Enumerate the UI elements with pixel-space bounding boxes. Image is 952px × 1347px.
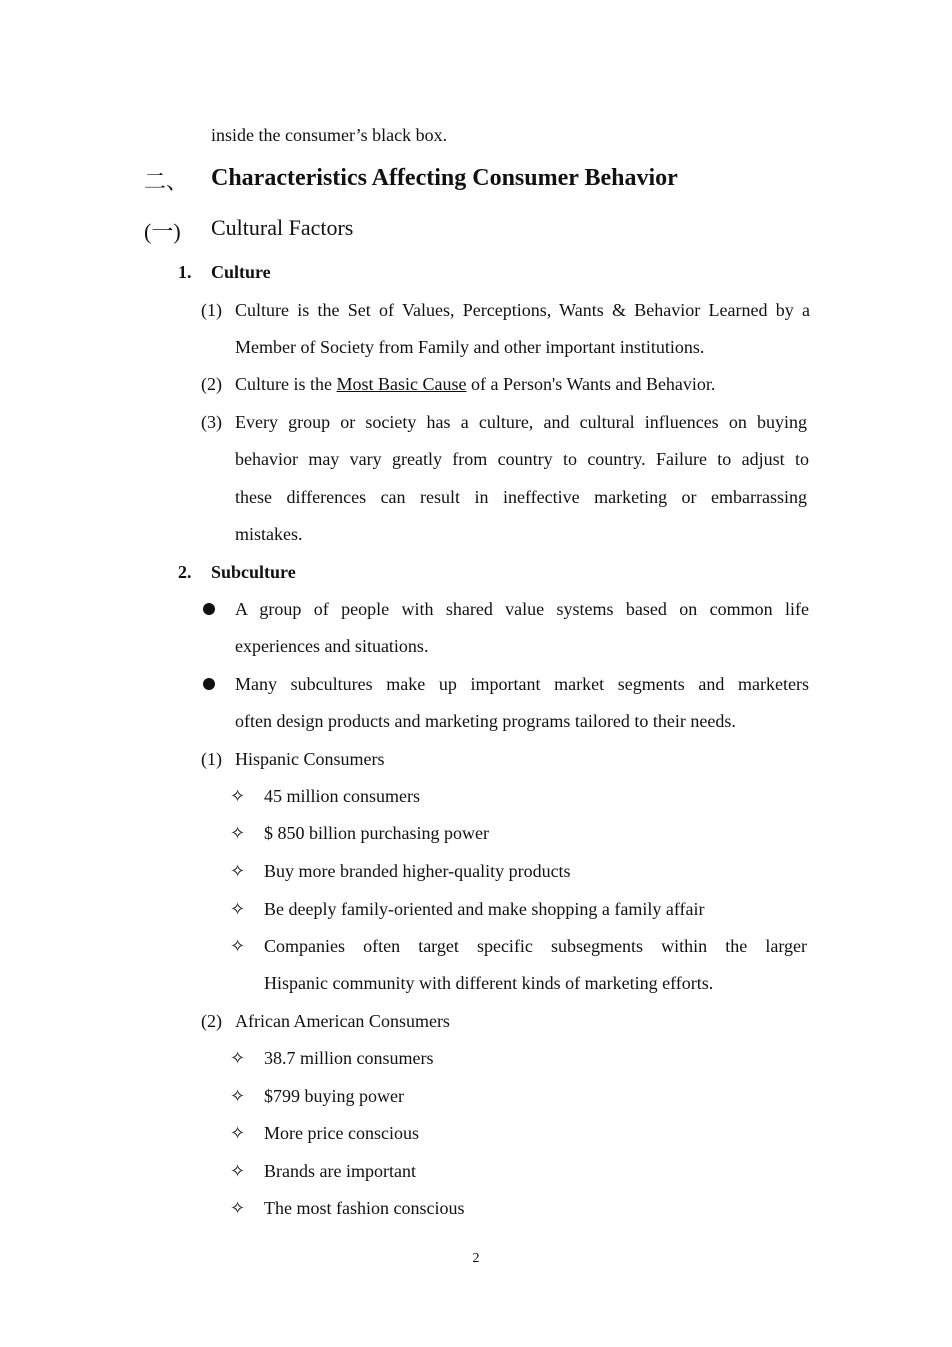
subculture-heading: Subculture [211,562,296,582]
continuation-text: inside the consumer’s black box. [211,125,448,145]
subculture-bullet-2-line-1: Many subcultures make up important market segments and marketers [235,674,809,694]
four-pointed-star-icon: ✧ [230,823,246,844]
hispanic-point-4: Be deeply family-oriented and make shopping a family affair [264,899,705,919]
four-pointed-star-icon: ✧ [230,936,246,957]
culture-item-3-line-3: these differences can result in ineffective marketing or embarrassing [235,487,807,507]
culture-item-2-underlined: Most Basic Cause [336,374,467,394]
subsection-title: Cultural Factors [211,215,354,240]
hispanic-number: (1) [201,749,222,769]
subculture-bullet-2-line-2: often design products and marketing programs tailored to their needs. [235,711,736,731]
african-american-number: (2) [201,1011,222,1031]
hispanic-point-5-line-1: Companies often target specific subsegments within the larger [264,936,807,956]
page-number: 2 [472,1251,480,1266]
four-pointed-star-icon: ✧ [230,899,246,920]
african-american-point-5: The most fashion conscious [264,1198,465,1218]
culture-item-3-number: (3) [201,412,222,432]
culture-item-2-text [235,366,715,403]
four-pointed-star-icon: ✧ [230,786,246,807]
subsection-number: (一) [144,219,181,244]
filled-circle-bullet-icon [203,678,215,690]
subculture-bullet-1-line-2: experiences and situations. [235,636,429,656]
african-american-point-1: 38.7 million consumers [264,1048,434,1068]
culture-item-3-line-4: mistakes. [235,524,303,544]
african-american-point-4: Brands are important [264,1161,416,1181]
hispanic-point-3: Buy more branded higher-quality products [264,861,571,881]
culture-item-1-line-2: Member of Society from Family and other important institutions. [235,337,705,357]
culture-item-2-before: Culture is the [235,374,337,394]
filled-circle-bullet-icon [203,603,215,615]
subculture-number: 2. [178,562,192,582]
culture-item-3-line-2: behavior may vary greatly from country to country. Failure to adjust to [235,449,809,469]
culture-item-1-number: (1) [201,300,222,320]
african-american-point-2: $799 buying power [264,1086,404,1106]
culture-number: 1. [178,262,192,282]
culture-item-2-number: (2) [201,374,222,394]
four-pointed-star-icon: ✧ [230,1123,246,1144]
subculture-bullet-1-line-1: A group of people with shared value systems based on common life [235,599,809,619]
hispanic-title: Hispanic Consumers [235,749,385,769]
african-american-title: African American Consumers [235,1011,450,1031]
culture-item-2-after: of a Person's Wants and Behavior. [466,374,716,394]
culture-item-3-line-1: Every group or society has a culture, and cultural influences on buying [235,412,807,432]
four-pointed-star-icon: ✧ [230,1198,246,1219]
hispanic-point-2: $ 850 billion purchasing power [264,823,489,843]
african-american-point-3: More price conscious [264,1123,419,1143]
four-pointed-star-icon: ✧ [230,1086,246,1107]
hispanic-point-5-line-2: Hispanic community with different kinds of marketing efforts. [264,973,714,993]
culture-heading: Culture [211,262,271,282]
four-pointed-star-icon: ✧ [230,861,246,882]
section-number: 二、 [144,169,189,194]
hispanic-point-1: 45 million consumers [264,786,420,806]
four-pointed-star-icon: ✧ [230,1161,246,1182]
section-title: Characteristics Affecting Consumer Behavior [211,165,678,191]
culture-item-1-line-1: Culture is the Set of Values, Perceptions, Wants & Behavior Learned by a [235,300,810,320]
four-pointed-star-icon: ✧ [230,1048,246,1069]
